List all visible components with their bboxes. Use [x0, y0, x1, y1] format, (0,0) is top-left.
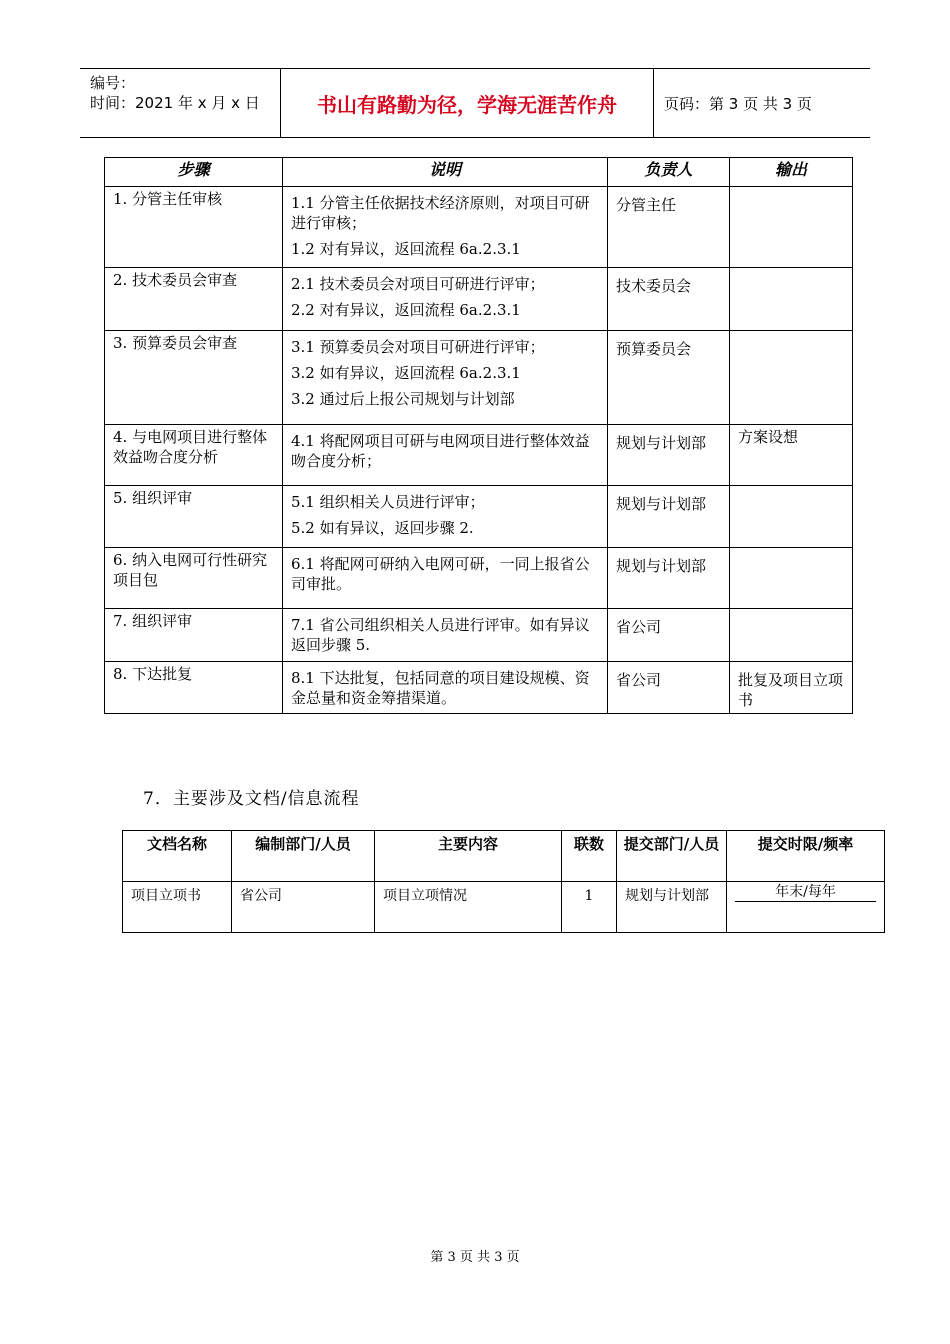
output-cell — [730, 486, 853, 548]
owner-cell: 规划与计划部 — [608, 425, 730, 486]
header-dept: 编制部门/人员 — [232, 831, 375, 882]
description-line: 1.1 分管主任依据技术经济原则，对项目可研进行审核； — [291, 194, 590, 232]
page-footer: 第 3 页 共 3 页 — [430, 1250, 520, 1265]
output-cell — [730, 548, 853, 609]
output-cell — [730, 609, 853, 662]
doc-time-label: 时间：2021 年 x 月 x 日 — [90, 94, 260, 112]
description-cell — [283, 486, 608, 548]
header-content: 主要内容 — [375, 831, 562, 882]
header-submit-dept: 提交部门/人员 — [617, 831, 727, 882]
table-row — [105, 268, 853, 331]
section-title: 7．主要涉及文档/信息流程 — [143, 789, 360, 809]
page-header — [80, 68, 870, 138]
step-cell: 1. 分管主任审核 — [105, 187, 283, 268]
doc-name-cell: 项目立项书 — [123, 882, 232, 933]
header-output: 输出 — [730, 158, 853, 187]
header-owner: 负责人 — [608, 158, 730, 187]
step-cell: 6. 纳入电网可行性研究项目包 — [105, 548, 283, 609]
description-cell — [283, 268, 608, 331]
frequency-text: 年末/每年 — [775, 884, 836, 900]
owner-cell: 分管主任 — [608, 187, 730, 268]
description-cell — [283, 662, 608, 714]
table-row — [105, 425, 853, 486]
table-row — [105, 486, 853, 548]
step-cell: 3. 预算委员会审查 — [105, 331, 283, 425]
frequency-underline — [735, 901, 876, 902]
step-cell: 2. 技术委员会审查 — [105, 268, 283, 331]
description-line: 2.1 技术委员会对项目可研进行评审； — [291, 275, 545, 293]
owner-cell: 预算委员会 — [608, 331, 730, 425]
table-row — [123, 882, 885, 933]
doc-frequency-cell — [727, 882, 885, 933]
process-table-header — [105, 158, 853, 187]
description-line: 3.2 如有异议，返回流程 6a.2.3.1 — [291, 364, 521, 382]
table-row — [105, 548, 853, 609]
description-line: 5.1 组织相关人员进行评审； — [291, 493, 485, 511]
owner-cell: 规划与计划部 — [608, 486, 730, 548]
owner-cell: 省公司 — [608, 609, 730, 662]
description-line: 3.2 通过后上报公司规划与计划部 — [291, 390, 515, 408]
table-row — [105, 662, 853, 714]
description-line: 3.1 预算委员会对项目可研进行评审； — [291, 338, 545, 356]
description-line: 7.1 省公司组织相关人员进行评审。如有异议返回步骤 5. — [291, 616, 590, 654]
description-cell — [283, 548, 608, 609]
description-line: 6.1 将配网可研纳入电网可研，一同上报省公司审批。 — [291, 555, 590, 593]
process-table — [104, 157, 853, 714]
step-cell: 8. 下达批复 — [105, 662, 283, 714]
description-line: 1.2 对有异议，返回流程 6a.2.3.1 — [291, 240, 521, 258]
table-row — [105, 331, 853, 425]
description-line: 2.2 对有异议，返回流程 6a.2.3.1 — [291, 301, 521, 319]
owner-cell: 规划与计划部 — [608, 548, 730, 609]
header-description: 说明 — [283, 158, 608, 187]
output-cell: 方案设想 — [730, 425, 853, 486]
header-copies: 联数 — [562, 831, 617, 882]
doc-content-cell: 项目立项情况 — [375, 882, 562, 933]
documents-table — [122, 830, 885, 933]
documents-table-header — [123, 831, 885, 882]
step-cell: 7. 组织评审 — [105, 609, 283, 662]
doc-submit-dept-cell: 规划与计划部 — [617, 882, 727, 933]
description-line: 4.1 将配网项目可研与电网项目进行整体效益吻合度分析； — [291, 432, 590, 470]
header-doc-name: 文档名称 — [123, 831, 232, 882]
step-cell: 4. 与电网项目进行整体效益吻合度分析 — [105, 425, 283, 486]
description-cell — [283, 425, 608, 486]
description-line: 5.2 如有异议，返回步骤 2. — [291, 519, 474, 537]
table-row — [105, 187, 853, 268]
header-page-number: 页码：第 3 页 共 3 页 — [664, 94, 812, 113]
step-cell: 5. 组织评审 — [105, 486, 283, 548]
header-step: 步骤 — [105, 158, 283, 187]
owner-cell: 技术委员会 — [608, 268, 730, 331]
doc-copies-cell: 1 — [562, 882, 617, 933]
doc-dept-cell: 省公司 — [232, 882, 375, 933]
description-cell — [283, 331, 608, 425]
header-meta — [80, 69, 280, 137]
description-cell — [283, 609, 608, 662]
doc-number-label: 编号： — [90, 74, 136, 92]
table-row — [105, 609, 853, 662]
header-frequency: 提交时限/频率 — [727, 831, 885, 882]
owner-cell: 省公司 — [608, 662, 730, 714]
description-line: 8.1 下达批复，包括同意的项目建设规模、资金总量和资金筹措渠道。 — [291, 669, 590, 707]
output-cell — [730, 187, 853, 268]
header-motto: 书山有路勤为径，学海无涯苦作舟 — [280, 69, 654, 137]
output-cell — [730, 268, 853, 331]
output-cell — [730, 331, 853, 425]
description-cell — [283, 187, 608, 268]
output-cell: 批复及项目立项书 — [730, 662, 853, 714]
